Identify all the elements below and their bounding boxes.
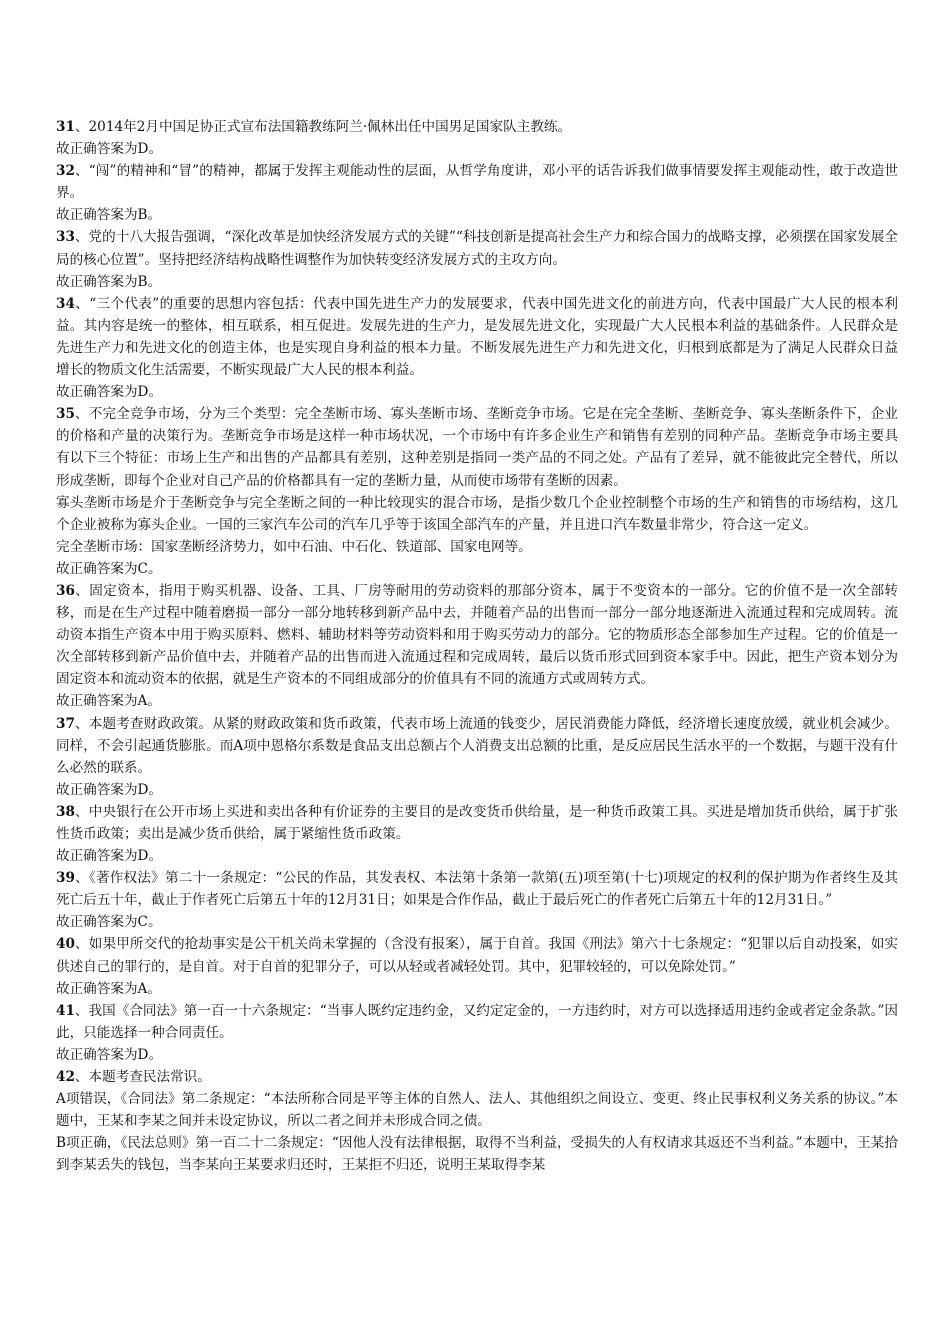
explanation-paragraph: 寡头垄断市场是介于垄断竞争与完全垄断之间的一种比较现实的混合市场，是指少数几个企业控制整个市场的生产和销售的市场结构，这几个企业被称为寡头企业。一国的三家汽车公司的汽车几乎等于该国全部汽车的产量，并且进口汽车数量非常少，符合这一定义。 xyxy=(56,494,898,533)
question-number: 40 xyxy=(56,936,75,953)
question-separator: 、 xyxy=(74,163,89,180)
question-number: 41 xyxy=(56,1002,75,1019)
question-separator: 、 xyxy=(74,229,89,246)
question-separator: 、 xyxy=(74,715,89,732)
question-separator: 、 xyxy=(74,803,89,820)
answer-line: 故正确答案为B。 xyxy=(56,273,162,290)
question-number: 31 xyxy=(56,119,75,135)
question-text: “三个代表”的重要的思想内容包括：代表中国先进生产力的发展要求，代表中国先进文化的前进方向，代表中国最广大人民的根本利益。其内容是统一的整体，相互联系，相互促进。发展先进的生产力，是发展先进文化，实现最广大人民根本利益的基础条件。人民群众是先进生产力和先进文化的创造主体，也是实现自身利益的根本力量。不断发展先进生产力和先进文化，归根到底都是为了满足人民群众日益增长的物质文化生活需要，不断实现最广大人民的根本利益。 xyxy=(56,295,899,379)
answer-line: 故正确答案为B。 xyxy=(56,207,162,224)
question-33 xyxy=(56,226,898,270)
question-31 xyxy=(56,116,898,138)
question-separator: 、 xyxy=(74,1069,89,1086)
question-separator: 、 xyxy=(74,406,89,423)
question-text: 本题考查民法常识。 xyxy=(88,1069,211,1086)
question-text: 如果甲所交代的抢劫事实是公干机关尚未掌握的（含没有报案），属于自首。我国《刑法》第六十七条规定：“犯罪以后自动投案，如实供述自己的罪行的，是自首。对于自首的犯罪分子，可以从轻或者减轻处罚。其中，犯罪较轻的，可以免除处罚。” xyxy=(56,936,898,975)
question-35 xyxy=(56,403,898,491)
answer-line: 故正确答案为A。 xyxy=(56,693,161,710)
question-text: 不完全竞争市场，分为三个类型：完全垄断市场、寡头垄断市场、垄断竞争市场。它是在完全垄断、垄断竞争、寡头垄断条件下，企业的价格和产量的决策行为。垄断竞争市场是这样一种市场状况，一个市场中有许多企业生产和销售有差别的同种产品。垄断竞争市场主要具有以下三个特征：市场上生产和出售的产品都具有差别，这种差别是指同一类产品的不同之处。产品有了差异，就不能彼此完全替代，所以形成垄断，即每个企业对自己产品的价格都具有一定的垄断力量，从而使市场带有垄断的因素。 xyxy=(56,406,898,489)
question-text: 固定资本，指用于购买机器、设备、工具、厂房等耐用的劳动资料的那部分资本，属于不变资本的一部分。它的价值不是一次全部转移，而是在生产过程中随着磨损一部分一部分地转移到新产品中去，并随着产品的出售而一部分一部分地逐渐进入流通过程和完成周转。流动资本指生产资本中用于购买原料、燃料、辅助材料等劳动资料和用于购买劳动力的部分。它的物质形态全部参加生产过程。它的价值是一次全部转移到新产品价值中去，并随着产品的出售而进入流通过程和完成周转，最后以货币形式回到资本家手中。因此，把生产资本划分为固定资本和流动资本的依据，就是生产资本的不同组成部分的价值具有不同的流通方式或周转方式。 xyxy=(56,582,899,688)
question-number: 42 xyxy=(56,1069,75,1086)
question-34 xyxy=(56,293,898,381)
question-separator: 、 xyxy=(74,870,89,887)
question-text: 我国《合同法》第一百一十六条规定：“当事人既约定违约金，又约定定金的，一方违约时，对方可以选择适用违约金或者定金条款。”因此，只能选择一种合同责任。 xyxy=(56,1002,898,1041)
answer-line: 故正确答案为D。 xyxy=(56,781,163,798)
question-42 xyxy=(56,1066,898,1088)
question-number: 32 xyxy=(56,163,75,180)
question-separator: 、 xyxy=(74,1002,89,1019)
question-text: 中央银行在公开市场上买进和卖出各种有价证券的主要目的是改变货币供给量，是一种货币政策工具。买进是增加货币供给，属于扩张性货币政策；卖出是减少货币供给，属于紧缩性货币政策。 xyxy=(56,803,898,842)
question-number: 33 xyxy=(56,229,75,246)
question-text: 2014年2月中国足协正式宣布法国籍教练阿兰·佩林出任中国男足国家队主教练。 xyxy=(88,119,572,135)
question-text: 本题考查财政政策。从紧的财政政策和货币政策，代表市场上流通的钱变少，居民消费能力降低，经济增长速度放缓，就业机会减少。同样，不会引起通货膨胀。而A项中恩格尔系数是食品支出总额占个人消费支出总额的比重，是反应居民生活水平的一个数据，与题干没有什么必然的联系。 xyxy=(56,715,898,776)
question-separator: 、 xyxy=(74,295,90,312)
answer-line: 故正确答案为D。 xyxy=(56,848,163,865)
question-separator: 、 xyxy=(74,119,89,135)
question-40 xyxy=(56,933,898,977)
question-37 xyxy=(56,713,898,779)
question-separator: 、 xyxy=(74,936,89,953)
question-text: 党的十八大报告强调，“深化改革是加快经济发展方式的关键”“科技创新是提高社会生产力和综合国力的战略支撑，必须摆在国家发展全局的核心位置”。坚持把经济结构战略性调整作为加快转变经济发展方式的主攻方向。 xyxy=(56,229,898,268)
answer-line: 故正确答案为A。 xyxy=(56,980,161,997)
answer-line: 故正确答案为D。 xyxy=(56,141,163,158)
question-text: “闯”的精神和“冒”的精神，都属于发挥主观能动性的层面，从哲学角度讲，邓小平的话告诉我们做事情要发挥主观能动性，敢于改造世界。 xyxy=(56,163,899,202)
answer-line: 故正确答案为C。 xyxy=(56,560,162,577)
question-number: 37 xyxy=(56,715,75,732)
explanation-paragraph: B项正确，《民法总则》第一百二十二条规定：“因他人没有法律根据，取得不当利益，受损失的人有权请求其返还不当利益。”本题中，王某拾到李某丢失的钱包，当李某向王某要求归还时，王某拒不归还，说明王某取得李某 xyxy=(56,1135,898,1174)
question-39 xyxy=(56,867,898,911)
answer-line: 故正确答案为D。 xyxy=(56,384,163,401)
question-separator: 、 xyxy=(74,582,90,599)
question-text: 《著作权法》第二十一条规定：“公民的作品，其发表权、本法第十条第一款第(五)项至第(十七)项规定的权利的保护期为作者终生及其死亡后五十年，截止于作者死亡后第五十年的12月31日；如果是合作作品，截止于最后死亡的作者死亡后第五十年的12月31日。” xyxy=(56,870,898,909)
question-41 xyxy=(56,1000,898,1044)
question-36 xyxy=(56,580,898,690)
explanation-paragraph: A项错误，《合同法》第二条规定：“本法所称合同是平等主体的自然人、法人、其他组织之间设立、变更、终止民事权利义务关系的协议。”本题中，王某和李某之间并未设定协议，所以二者之间并未形成合同之债。 xyxy=(56,1091,898,1130)
answer-line: 故正确答案为C。 xyxy=(56,914,162,931)
document-page xyxy=(56,116,898,1177)
question-number: 36 xyxy=(56,582,75,599)
answer-line: 故正确答案为D。 xyxy=(56,1046,163,1063)
explanation-paragraph: 完全垄断市场：国家垄断经济势力，如中石油、中石化、铁道部、国家电网等。 xyxy=(56,538,532,555)
question-32 xyxy=(56,160,898,204)
question-number: 39 xyxy=(56,870,75,887)
question-number: 38 xyxy=(56,803,75,820)
question-38 xyxy=(56,801,898,845)
question-number: 35 xyxy=(56,406,75,423)
question-number: 34 xyxy=(56,295,75,312)
